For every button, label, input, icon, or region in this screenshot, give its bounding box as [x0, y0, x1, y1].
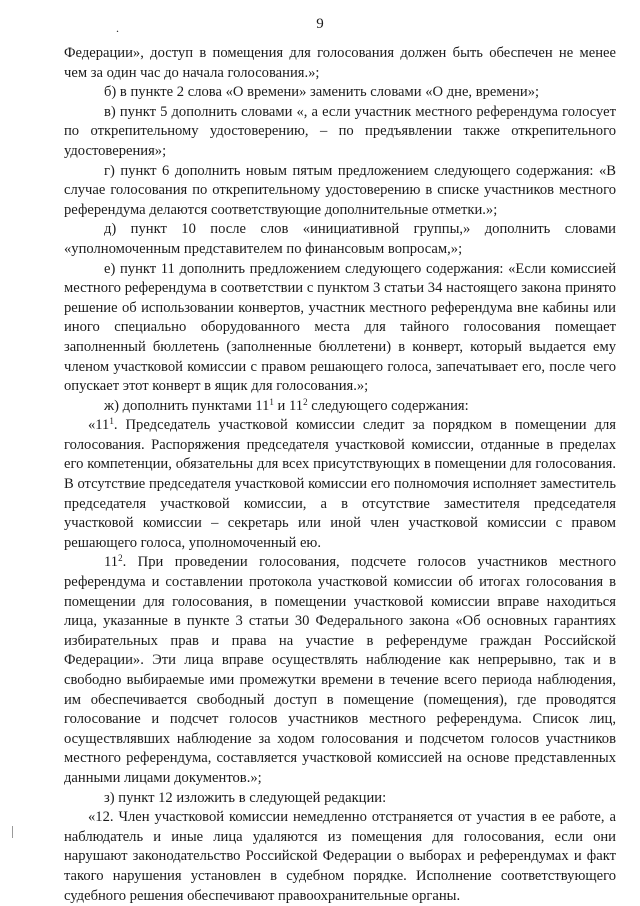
page-number: 9	[316, 16, 324, 32]
clause-11-1-prefix: «11	[88, 417, 110, 434]
paragraph-clause-11-1	[64, 416, 616, 553]
document-body	[64, 44, 616, 906]
superscript-1: 1	[269, 396, 274, 407]
paragraph-item-v: в) пункт 5 дополнить словами «, а если участник местного референдума голосует по открепительному удостоверению, – по предъявлении также открепительного удостоверения»;	[64, 103, 616, 159]
paragraph-item-d: д) пункт 10 после слов «инициативной группы,» дополнить словами «уполномоченным представителем по финансовым вопросам,»;	[64, 221, 616, 257]
paragraph-item-zh-before: ж) дополнить пунктами 11	[104, 397, 270, 414]
scan-edge-mark	[12, 826, 13, 838]
clause-11-2-text: . При проведении голосования, подсчете голосов участников местного референдума и составлении протокола участковой комиссии об итогах голосования в помещении для голосования, в помещении участковой комиссии вправе находиться лица, указанные в пункте 3 статьи 30 Федерального закона «Об основных гарантиях избирательных прав и права на участие в референдуме граждан Российской Федерации». Эти лица вправе осуществлять наблюдение как непрерывно, так и в свободно выбираемые ими промежутки времени в течение всего периода наблюдения, им обеспечивается свободный доступ в помещение (помещения), где проводятся голосование и подсчет голосов участников местного референдума. Список лиц, осуществлявших наблюдение за ходом голосования и подсчетом голосов участников местного референдума, составляется участковой комиссией на основе представленных данными лицами документов.»;	[64, 554, 616, 786]
superscript-2: 2	[303, 396, 308, 407]
paragraph-continuation: Федерации», доступ в помещения для голосования должен быть обеспечен не менее чем за один час до начала голосования.»;	[64, 45, 616, 81]
paragraph-item-e: е) пункт 11 дополнить предложением следующего содержания: «Если комиссией местного референдума в соответствии с пунктом 3 статьи 34 настоящего закона принято решение об использовании конвертов, участник местного референдума вне кабины или иного специально оборудованного места для тайного голосования помещает заполненный бюллетень (заполненные бюллетени) в конверт, который выдается ему членом участковой комиссии с правом решающего голоса, запечатывает его, после чего опускает этот конверт в ящик для голосования.»;	[64, 260, 616, 395]
paragraph-item-zh-middle: и 11	[273, 397, 304, 414]
clause-11-2-superscript: 2	[118, 553, 123, 564]
page-top-mark: .	[116, 21, 119, 35]
clause-11-2-prefix: 11	[104, 554, 119, 571]
paragraph-clause-12: «12. Член участковой комиссии немедленно отстраняется от участия в ее работе, а наблюдатель и иные лица удаляются из помещения для голосования, если они нарушают законодательство Российской Федерации о выборах и референдумах и факт такого нарушения установлен в судебном порядке. Исполнение соответствующего судебного решения обеспечивают правоохранительные органы.	[64, 809, 616, 904]
paragraph-item-b: б) в пункте 2 слова «О времени» заменить словами «О дне, времени»;	[104, 84, 540, 101]
clause-11-1-superscript: 1	[109, 416, 114, 427]
paragraph-clause-11-2	[64, 553, 616, 788]
paragraph-item-g: г) пункт 6 дополнить новым пятым предложением следующего содержания: «В случае голосования по открепительному удостоверению в списке участников местного референдума делаются соответствующие дополнительные отметки.»;	[64, 162, 616, 218]
clause-11-1-text: . Председатель участковой комиссии следит за порядком в помещении для голосования. Распоряжения председателя участковой комиссии, отданные в пределах его компетенции, обязательны для всех присутствующих в помещении для голосования. В отсутствие председателя участковой комиссии его полномочия исполняет заместитель председателя участковой комиссии, а в отсутствие заместителя председателя участковой комиссии – секретарь или иной член участковой комиссии с правом решающего голоса, уполномоченный ею.	[64, 417, 616, 551]
paragraph-item-z: з) пункт 12 изложить в следующей редакции:	[104, 789, 387, 806]
paragraph-item-zh-after: следующего содержания:	[307, 397, 469, 414]
paragraph-item-zh	[64, 397, 616, 417]
